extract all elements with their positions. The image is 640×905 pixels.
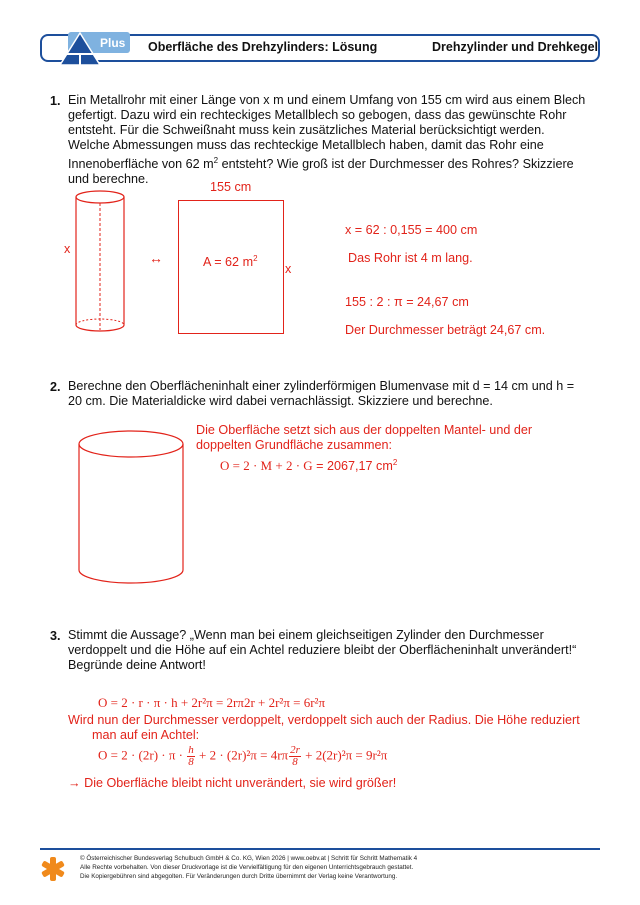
task2-number: 2. — [50, 380, 61, 394]
task3-text — [68, 628, 613, 673]
sheet-area-label: A = 62 $m^2$ — [203, 254, 258, 270]
footer-line: Die Kopiergebühren sind abgegolten. Für Veränderungen durch Dritte übernimmt der Verlag keine Verantwortung. — [80, 873, 398, 880]
solution1-line: x = 62 : 0,155 = 400 cm — [345, 223, 478, 237]
task2-line: Berechne den Oberflächeninhalt einer zylinderförmigen Blumenvase mit d = 14 cm und h = — [68, 379, 575, 393]
topic-title: Drehzylinder und Drehkegel — [432, 40, 599, 54]
task2-solution — [196, 423, 606, 453]
task1-number: 1. — [50, 94, 61, 108]
sheet-width-label: 155 cm — [210, 180, 252, 194]
transform-arrow: ↔ — [149, 250, 163, 266]
publisher-logo-icon — [40, 856, 66, 882]
solution2-line: Die Oberfläche setzt sich aus der doppelten Mantel- und der — [196, 423, 533, 437]
task1-line: gefertigt. Dazu wird ein rechteckiges Metallblech so gebogen, dass das gewünschte Rohr — [68, 108, 567, 122]
task2-line: 20 cm. Die Materialdicke wird dabei vernachlässigt. Skizziere und berechne. — [68, 394, 493, 408]
footer-text — [80, 854, 417, 881]
solution1-line: 155 : 2 : π = 24,67 cm — [345, 295, 469, 309]
task1-line: und berechne. — [68, 172, 149, 187]
footer-divider — [40, 848, 600, 850]
vase-cylinder-sketch — [76, 428, 186, 588]
cylinder-height-label: x — [64, 242, 71, 256]
task3-explanation-line: man auf ein Achtel: — [92, 728, 200, 742]
footer-line: © Österreichischer Bundesverlag Schulbuch GmbH & Co. KG, Wien 2026 | www.oebv.at | Schritt für Schritt Mathematik 4 — [80, 855, 418, 862]
task1-text — [68, 93, 608, 187]
task1-line: Innenoberfläche von 62 $m^2$ entsteht? Wie groß ist der Durchmesser des Rohres? Skizziere — [68, 156, 574, 172]
sheet-height-label: x — [285, 262, 292, 276]
task3-line: verdoppelt und die Höhe auf ein Achtel reduziere bleibt der Oberflächeninhalt unverändert!“ — [68, 643, 577, 657]
task3-conclusion: → Die Oberfläche bleibt nicht unverändert, sie wird größer! — [68, 776, 397, 790]
solution2-line: doppelten Grundfläche zusammen: — [196, 438, 393, 452]
task3-explanation — [68, 713, 613, 743]
task2-text — [68, 379, 608, 409]
cylinder-sketch-1 — [70, 188, 130, 338]
plus-logo-icon — [58, 29, 134, 67]
task3-line: Stimmt die Aussage? „Wenn man bei einem gleichseitigen Zylinder den Durchmesser — [68, 628, 544, 642]
task1-line: entsteht. Für die Schweißnaht muss kein zusätzliches Material berücksichtigt werden. — [68, 123, 545, 137]
solution1-line: Der Durchmesser beträgt 24,67 cm. — [345, 323, 546, 337]
task3-explanation-line: Wird nun der Durchmesser verdoppelt, verdoppelt sich auch der Radius. Die Höhe reduziert — [68, 713, 580, 727]
task1-line: Ein Metallrohr mit einer Länge von x m und einem Umfang von 155 cm wird aus einem Blech — [68, 93, 586, 107]
page-title: Oberfläche des Drehzylinders: Lösung — [148, 40, 378, 54]
task3-line: Begründe deine Antwort! — [68, 658, 206, 672]
task2-formula: O = 2 · M + 2 · G = 2067,17 $cm^2$ — [220, 458, 398, 474]
task3-formula1: O = 2 · r · π · h + 2r²π = 2rπ2r + 2r²π = 6r²π — [98, 695, 326, 710]
logo-text: Plus — [100, 36, 126, 50]
task1-line: Welche Abmessungen muss das rechteckige Metallblech haben, damit das Rohr eine — [68, 138, 544, 152]
solution1-line: Das Rohr ist 4 m lang. — [348, 251, 473, 265]
footer-line: Alle Rechte vorbehalten. Von dieser Druckvorlage ist die Vervielfältigung für den eigenen Unterrichtsgebrauch gestattet. — [80, 864, 414, 871]
task3-number: 3. — [50, 629, 61, 643]
task3-formula2: O = 2 · (2r) · π · $\frac{h}{8}$ + 2 · (2r)²π = 4rπ $\frac{2r}{8}$ + 2(2r)²π = 9r²π — [98, 744, 388, 768]
